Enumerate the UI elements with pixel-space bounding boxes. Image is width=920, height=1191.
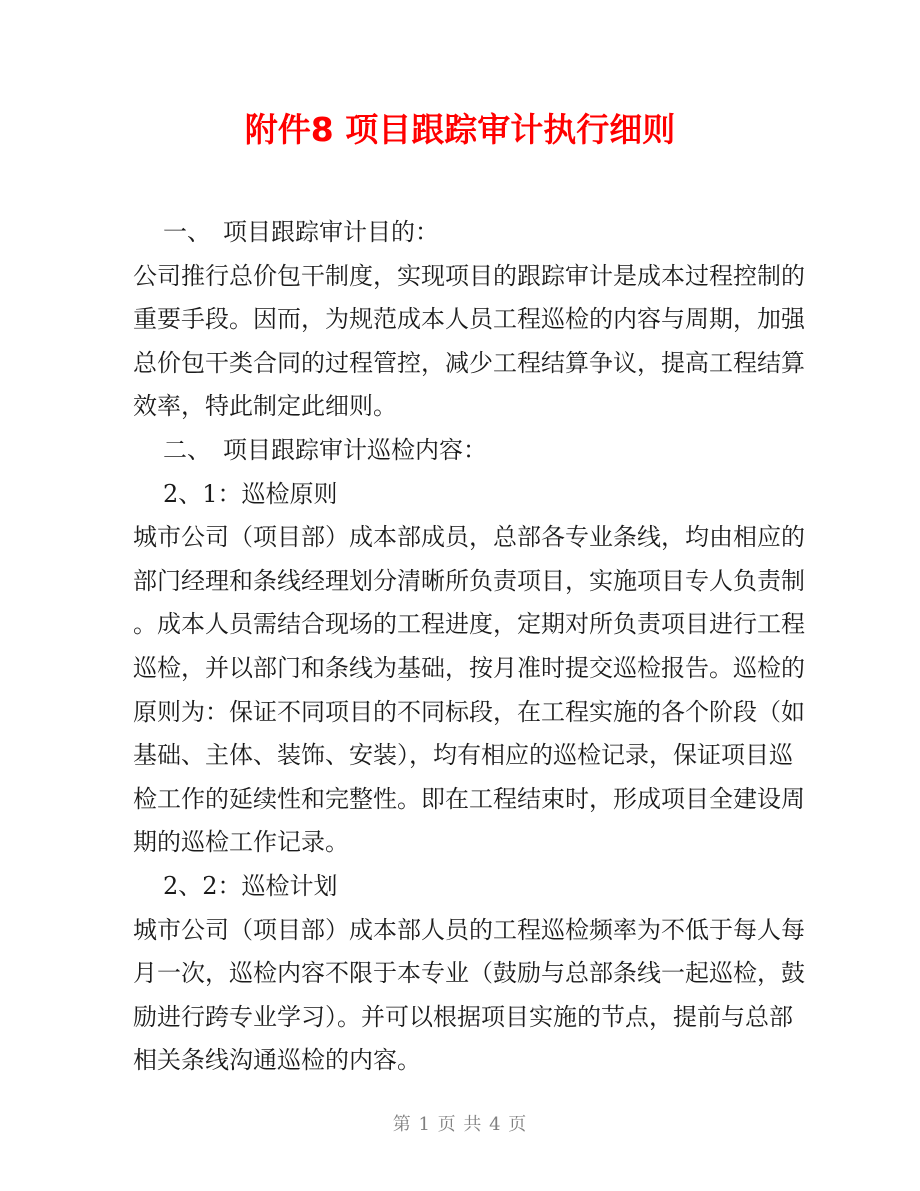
text-line: 期的巡检工作记录。 [133, 828, 349, 857]
text-line: 原则为：保证不同项目的不同标段，在工程实施的各个阶段（如 [133, 697, 805, 726]
text-line: 效率，特此制定此细则。 [133, 392, 397, 421]
text-line: 巡检，并以部门和条线为基础，按月准时提交巡检报告。巡检的 [133, 653, 805, 682]
text-line: 城市公司（项目部）成本部人员的工程巡检频率为不低于每人每 [133, 915, 805, 944]
text-line: 相关条线沟通巡检的内容。 [133, 1046, 421, 1075]
document-body [133, 211, 833, 1083]
text-line: 重要手段。因而，为规范成本人员工程巡检的内容与周期，加强 [133, 305, 805, 334]
text-line: 2、1：巡检原则 [163, 479, 338, 508]
text-line: 城市公司（项目部）成本部成员，总部各专业条线，均由相应的 [133, 523, 805, 552]
text-line: 励进行跨专业学习）。并可以根据项目实施的节点，提前与总部 [133, 1002, 793, 1031]
text-line: 部门经理和条线经理划分清晰所负责项目，实施项目专人负责制 [133, 566, 805, 595]
page-number-label: 第 1 页 共 4 页 [392, 1114, 528, 1135]
text-line: 一、 项目跟踪审计目的： [163, 218, 439, 246]
text-line: 月一次，巡检内容不限于本专业（鼓励与总部条线一起巡检，鼓 [133, 959, 805, 988]
text-line: 。成本人员需结合现场的工程进度，定期对所负责项目进行工程 [133, 610, 805, 639]
text-line: 公司推行总价包干制度，实现项目的跟踪审计是成本过程控制的 [133, 261, 805, 290]
text-line: 总价包干类合同的过程管控，减少工程结算争议，提高工程结算 [133, 348, 805, 377]
document-title: 附件8 项目跟踪审计执行细则 [244, 110, 676, 149]
text-line: 检工作的延续性和完整性。即在工程结束时，形成项目全建设周 [133, 784, 805, 813]
text-line: 基础、主体、装饰、安装），均有相应的巡检记录，保证项目巡 [133, 741, 793, 770]
page-footer [0, 1112, 920, 1138]
text-line: 二、 项目跟踪审计巡检内容： [163, 435, 487, 464]
text-line: 2、2：巡检计划 [163, 871, 338, 900]
